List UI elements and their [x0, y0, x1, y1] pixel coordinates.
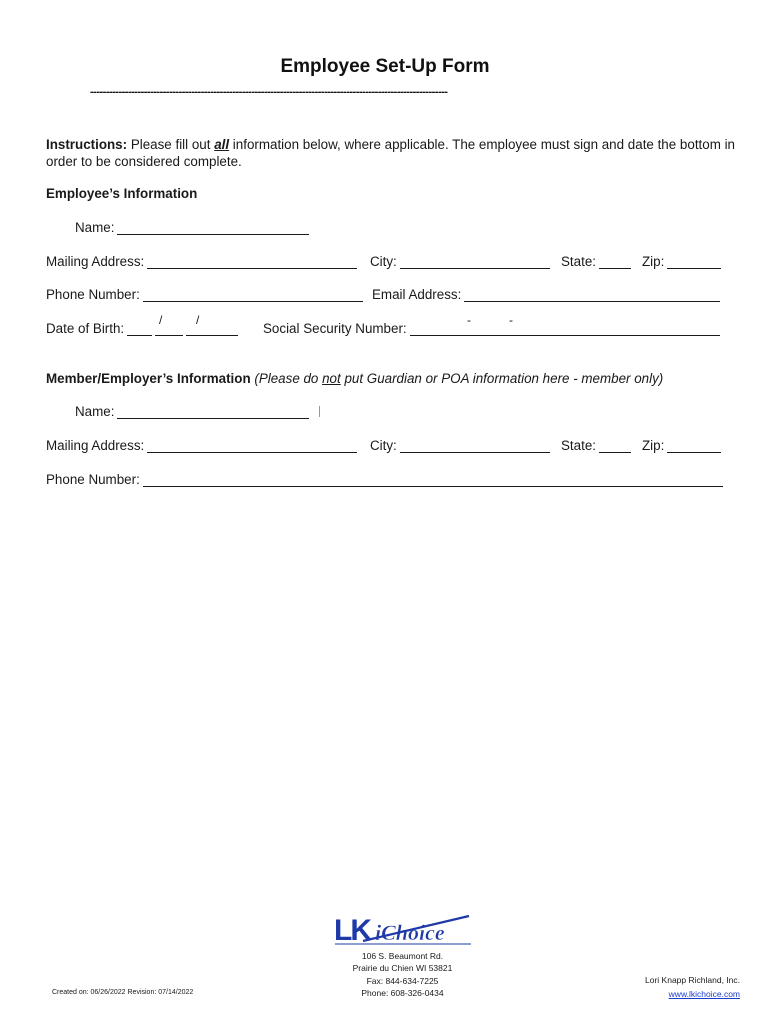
member-zip-input[interactable]: [667, 438, 721, 453]
dob-year-input[interactable]: [186, 321, 238, 336]
member-name-row: [46, 404, 726, 422]
ssn-input[interactable]: [410, 321, 720, 336]
employee-mailing-input[interactable]: [147, 254, 357, 269]
employee-zip-input[interactable]: [667, 254, 721, 269]
dob-separator-1: /: [159, 313, 163, 327]
employee-city-field[interactable]: [370, 254, 550, 269]
address-line-2: Prairie du Chien WI 53821: [352, 963, 453, 974]
employee-name-row: [46, 220, 726, 238]
member-state-label: State:: [561, 438, 596, 453]
member-name-input[interactable]: [117, 404, 309, 419]
dob-month-input[interactable]: [127, 321, 152, 336]
member-city-label: City:: [370, 438, 397, 453]
employee-name-input[interactable]: [117, 220, 309, 235]
phone-number: Phone: 608-326-0434: [361, 987, 444, 998]
employee-mailing-field[interactable]: [46, 254, 357, 269]
member-heading-text: Member/Employer’s Information: [46, 371, 251, 386]
member-mailing-field[interactable]: [46, 438, 357, 453]
employee-phone-input[interactable]: [143, 287, 363, 302]
employee-dob-ssn-row: [46, 313, 726, 339]
dob-separator-2: /: [196, 313, 200, 327]
revision-dates: Created on: 06/26/2022 Revision: 07/14/2022: [52, 989, 194, 996]
employee-section-heading: Employee’s Information: [46, 186, 198, 201]
text-cursor-mark: [319, 406, 320, 417]
employee-phone-field[interactable]: [46, 287, 363, 302]
instructions-lead: Instructions:: [46, 137, 128, 152]
member-phone-row: [46, 472, 726, 490]
employee-ssn-field[interactable]: [263, 321, 720, 336]
address-line-1: 106 S. Beaumont Rd.: [361, 951, 444, 961]
logo-ichoice-text: iChoice: [375, 920, 445, 945]
employee-dob-field[interactable]: [46, 321, 238, 336]
employee-state-field[interactable]: [561, 254, 631, 269]
page-title: Employee Set-Up Form: [280, 56, 490, 77]
member-mailing-input[interactable]: [147, 438, 357, 453]
ssn-separator-2: -: [509, 313, 513, 327]
employee-name-label: Name:: [75, 220, 115, 235]
employee-state-input[interactable]: [599, 254, 631, 269]
company-name: Lori Knapp Richland, Inc.: [645, 975, 740, 985]
ssn-separator-1: -: [467, 313, 471, 327]
employee-email-label: Email Address:: [372, 287, 462, 302]
member-phone-input[interactable]: [143, 472, 723, 487]
member-state-field[interactable]: [561, 438, 631, 453]
member-address-row: [46, 438, 726, 456]
member-city-field[interactable]: [370, 438, 550, 453]
footer-company: [645, 973, 740, 1001]
member-section-heading: [46, 371, 663, 386]
employee-city-label: City:: [370, 254, 397, 269]
lkichoice-logo: [333, 912, 473, 948]
member-section-note: [254, 371, 663, 386]
member-note-not: not: [322, 371, 341, 386]
member-zip-label: Zip:: [642, 438, 665, 453]
employee-state-label: State:: [561, 254, 596, 269]
employee-email-field[interactable]: [372, 287, 720, 302]
employee-mailing-label: Mailing Address:: [46, 254, 145, 269]
instructions-text-1: Please fill out: [127, 137, 215, 152]
instructions: [46, 136, 736, 170]
employee-ssn-label: Social Security Number:: [263, 321, 407, 336]
title-divider: -----------------------------------------------------------------------------------------------------------------: [90, 86, 448, 98]
member-phone-label: Phone Number:: [46, 472, 140, 487]
employee-dob-label: Date of Birth:: [46, 321, 125, 336]
employee-address-row: [46, 254, 726, 272]
member-name-label: Name:: [75, 404, 115, 419]
employee-city-input[interactable]: [400, 254, 550, 269]
member-mailing-label: Mailing Address:: [46, 438, 145, 453]
employee-name-field[interactable]: [75, 220, 309, 235]
member-city-input[interactable]: [400, 438, 550, 453]
employee-zip-field[interactable]: [642, 254, 721, 269]
employee-contact-row: [46, 287, 726, 305]
fax-number: Fax: 844-634-7225: [366, 975, 439, 986]
employee-phone-label: Phone Number:: [46, 287, 140, 302]
instructions-text-2: information below, where applicable. The employee must sign and date the bottom in order to be considered complete.: [46, 137, 735, 169]
member-phone-field[interactable]: [46, 472, 723, 487]
employee-email-input[interactable]: [464, 287, 720, 302]
website-link[interactable]: www.lkichoice.com: [668, 989, 740, 999]
member-name-field[interactable]: [75, 404, 309, 419]
employee-zip-label: Zip:: [642, 254, 665, 269]
member-zip-field[interactable]: [642, 438, 721, 453]
logo-lk-text: LK: [334, 914, 370, 947]
instructions-emphasis: all: [214, 137, 230, 152]
member-note-pre: (Please do: [254, 371, 323, 386]
member-note-post: put Guardian or POA information here - member only): [340, 371, 664, 386]
footer-address: [300, 950, 505, 999]
member-state-input[interactable]: [599, 438, 631, 453]
